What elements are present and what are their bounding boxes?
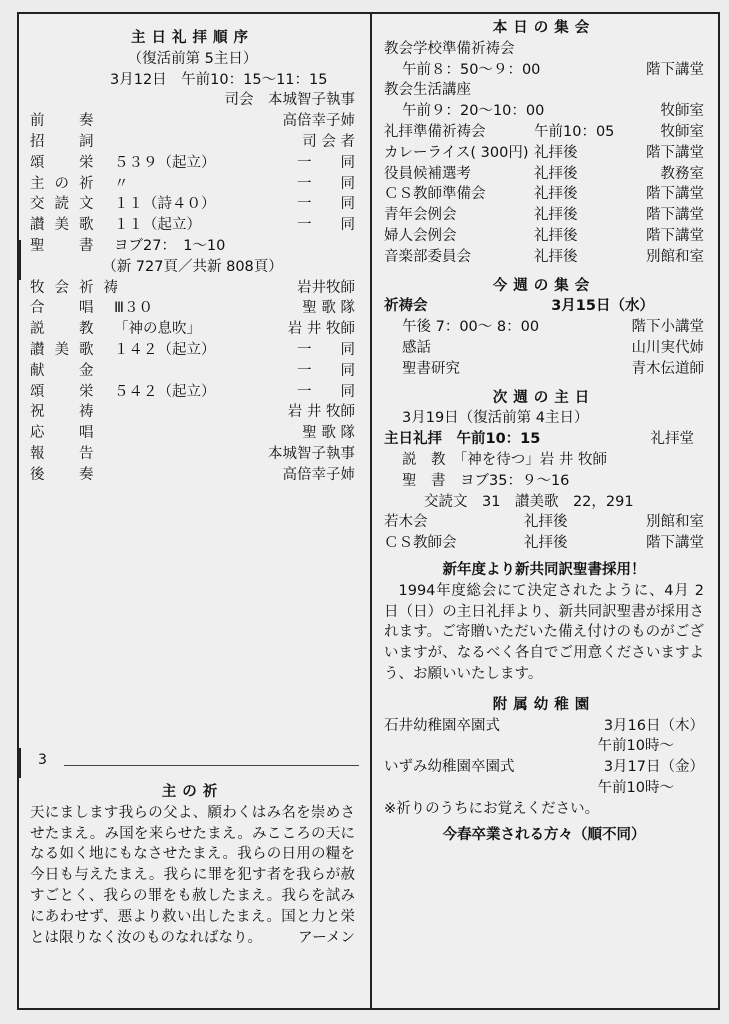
meeting-time: 午前10：05	[534, 123, 615, 140]
week-prayer-label: 祈祷会	[384, 298, 428, 315]
order-list	[30, 111, 355, 257]
kinder-note: ※祈りのうちにお覚えください。	[384, 800, 600, 817]
week-item-person: 青木伝道師	[631, 360, 704, 377]
next-date: 3月19日（復活前第 4主日）	[402, 410, 589, 427]
kinder-list	[384, 716, 704, 799]
worship-order-title: 主日礼拝順序	[131, 30, 254, 46]
order-row	[30, 465, 355, 486]
meeting-row	[384, 226, 704, 247]
week-place: 階下小講堂	[631, 319, 704, 336]
meeting-time: 礼拝後	[534, 227, 578, 244]
week-time-row	[384, 317, 704, 338]
order-item-leader: 岩 井 牧師	[287, 321, 355, 338]
meeting-time-row	[384, 101, 704, 122]
worship-order-section	[30, 28, 355, 486]
week-item	[384, 359, 704, 380]
order-row	[30, 402, 355, 423]
order-item-leader: 高倍幸子姉	[282, 113, 355, 130]
order-item-leader: 一 同	[297, 175, 355, 192]
meeting-time: 礼拝後	[534, 186, 578, 203]
meeting-time: 午前８：50〜９：00	[402, 61, 541, 78]
meeting-name: カレーライス( 300円)	[384, 144, 529, 161]
order-item-detail	[108, 444, 268, 465]
next-service: 主日礼拝 午前10：15	[384, 431, 541, 448]
order-row	[30, 423, 355, 444]
order-item-label: 前 奏	[30, 113, 104, 130]
order-item-label: 主の祈	[30, 175, 104, 192]
order-item-leader: 聖 歌 隊	[302, 300, 355, 317]
kinder-event: 石井幼稚園卒園式	[384, 717, 500, 734]
margin-mark	[19, 748, 21, 778]
order-item-leader: 司 会 者	[302, 133, 355, 150]
order-item-label: 讃美歌	[30, 341, 104, 358]
order-item-detail	[108, 402, 288, 423]
section-rule	[64, 765, 359, 766]
order-item-leader: 高倍幸子姉	[282, 466, 355, 483]
column-divider	[370, 12, 372, 1010]
order-item-leader: 一 同	[297, 196, 355, 213]
meeting-time: 礼拝後	[534, 207, 578, 224]
prayer-title: 主の祈	[161, 784, 224, 800]
meeting-place: 教務室	[660, 165, 704, 182]
order-item-leader: 岩井牧師	[297, 279, 355, 296]
order-item-detail: ヨブ27： 1〜10	[114, 237, 226, 254]
page-number: 3	[38, 752, 47, 768]
meeting-place: 階下講堂	[646, 61, 704, 78]
order-row	[30, 174, 355, 195]
week-time: 午後 7：00〜 8：00	[402, 319, 540, 336]
margin-mark	[19, 240, 21, 280]
order-item-label: 頌 栄	[30, 154, 104, 171]
order-row	[30, 194, 355, 215]
order-item-label: 牧会祈祷	[30, 279, 128, 296]
meeting-time: 午前９：20〜10：00	[402, 103, 545, 120]
order-item-label: 献 金	[30, 362, 104, 379]
meeting-name: 教会生活講座	[384, 82, 471, 99]
order-item-detail: ５４２（起立）	[114, 383, 216, 400]
meeting-place: 階下講堂	[646, 207, 704, 224]
order-item-label: 後 奏	[30, 466, 104, 483]
order-item-label: 招 詞	[30, 133, 104, 150]
order-item-detail: 「神の息吹」	[114, 321, 201, 338]
kinder-event: いずみ幼稚園卒園式	[384, 759, 515, 776]
meeting-place: 牧師室	[660, 103, 704, 120]
meeting-row	[384, 205, 704, 226]
meeting-name: 青年会例会	[384, 207, 457, 224]
order-item-label: 聖 書	[30, 237, 104, 254]
next-meeting-row	[384, 512, 704, 533]
order-item-detail: Ⅲ３０	[114, 300, 153, 317]
order-item-leader: 一 同	[297, 383, 355, 400]
kinder-row	[384, 716, 704, 737]
order-row	[30, 319, 355, 340]
meeting-time: 礼拝後	[524, 535, 568, 552]
meeting-time: 礼拝後	[534, 165, 578, 182]
meeting-place: 牧師室	[660, 123, 704, 140]
today-title: 本日の集会	[492, 20, 596, 36]
order-item-detail	[108, 278, 297, 299]
week-item-label: 感話	[402, 339, 431, 356]
order-item-label: 祝 祷	[30, 404, 104, 421]
meeting-place: 別館和室	[646, 514, 704, 531]
order-row	[30, 153, 355, 174]
week-item	[384, 338, 704, 359]
order-item-leader: 岩 井 牧師	[287, 404, 355, 421]
meeting-place: 階下講堂	[646, 144, 704, 161]
order-item-detail: １１（詩４０）	[114, 196, 216, 213]
next-bible: 聖 書 ヨブ35：９〜16	[402, 472, 570, 489]
bible-note: （新 727頁／共新 808頁）	[102, 258, 283, 275]
meeting-place: 階下講堂	[646, 186, 704, 203]
order-item-label: 讃美歌	[30, 217, 104, 234]
next-reading: 交読文 31 讃美歌 22，291	[424, 493, 634, 510]
kinder-date: 3月17日（金）	[603, 759, 704, 776]
meeting-name: 教会学校準備祈祷会	[384, 40, 515, 57]
order-item-leader: 一 同	[297, 217, 355, 234]
meeting-name: ＣＳ教師準備会	[384, 186, 486, 203]
kinder-time: 午前10時〜	[597, 779, 674, 796]
week-prayer-row	[384, 296, 704, 317]
today-list	[384, 39, 704, 268]
kinder-title: 附属幼稚園	[492, 696, 596, 713]
meeting-time: 礼拝後	[534, 144, 578, 161]
order-row	[30, 132, 355, 153]
order-item-detail	[108, 111, 283, 132]
meeting-row	[384, 184, 704, 205]
order-row	[30, 382, 355, 403]
notice-text: 1994年度総会にて決定されたように、4月 2日（日）の主日礼拝より、新共同訳聖書が採用されます。ご寄贈いただいた備え付けのものがございますが、なるべく各自でご用意くださいますよう、お願いいたします。	[384, 582, 704, 682]
meeting-row	[384, 122, 704, 143]
order-item-leader: 本城智子執事	[268, 445, 355, 462]
order-row	[30, 361, 355, 382]
week-item-person: 山川実代姉	[631, 339, 704, 356]
order-item-leader: 一 同	[297, 341, 355, 358]
order-item-detail	[108, 423, 302, 444]
next-sermon: 説 教 「神を待つ」岩 井 牧師	[402, 451, 607, 468]
meeting-place: 階下講堂	[646, 227, 704, 244]
meeting-place: 別館和室	[646, 248, 704, 265]
meeting-time: 礼拝後	[534, 248, 578, 265]
order-item-detail	[108, 465, 283, 486]
next-service-row	[384, 429, 704, 450]
order-row	[30, 236, 355, 257]
lords-prayer-section	[30, 782, 355, 949]
prayer-text: 天にまします我らの父よ、願わくはみ名を崇めさせたまえ。み国を来らせたまえ。みこころの天になる如く地にもなさせたまえ。我らの日用の糧を今日も与えたまえ。我らに罪を犯す者を我らが赦すごとく、我らの罪をも赦したまえ。我らを試みにあわせず、悪より救い出したまえ。国と力と栄とは限りなく汝のものなればなり。	[30, 804, 355, 946]
order-item-leader: 一 同	[297, 154, 355, 171]
meeting-time: 礼拝後	[524, 514, 568, 531]
order-row	[30, 111, 355, 132]
week-items	[384, 338, 704, 380]
order-item-detail: １１（起立）	[114, 217, 201, 234]
order-list-2	[30, 278, 355, 486]
order-item-detail: 〃	[114, 175, 129, 192]
order-row	[30, 340, 355, 361]
meeting-name: 礼拝準備祈祷会	[384, 123, 486, 140]
kinder-time: 午前10時〜	[597, 738, 674, 755]
order-item-label: 報 告	[30, 445, 104, 462]
order-row	[30, 215, 355, 236]
week-item-label: 聖書研究	[402, 360, 460, 377]
meeting-name: 婦人会例会	[384, 227, 457, 244]
meeting-name: 若木会	[384, 514, 428, 531]
order-item-label: 説 教	[30, 321, 104, 338]
notice-box	[384, 560, 704, 685]
worship-datetime: 3月12日 午前10：15〜11：15	[110, 71, 328, 88]
next-service-place: 礼拝堂	[650, 431, 694, 448]
worship-presider: 司会 本城智子執事	[224, 92, 355, 109]
kinder-date: 3月16日（木）	[603, 717, 704, 734]
order-item-leader: 聖 歌 隊	[302, 425, 355, 442]
notice-title: 新年度より新共同訳聖書採用！	[442, 561, 646, 578]
order-item-label: 頌 栄	[30, 383, 104, 400]
order-row	[30, 278, 355, 299]
order-row	[30, 298, 355, 319]
prayer-amen: アーメン	[298, 930, 355, 947]
order-item-detail: ５３９（起立）	[114, 154, 216, 171]
meeting-name: ＣＳ教師会	[384, 535, 457, 552]
order-item-label: 合 唱	[30, 300, 104, 317]
meeting-row	[384, 143, 704, 164]
order-item-leader: 一 同	[297, 362, 355, 379]
meeting-name: 役員候補選考	[384, 165, 471, 182]
meeting-place: 階下講堂	[646, 535, 704, 552]
announcements-section	[384, 18, 704, 846]
next-title: 次週の主日	[492, 389, 596, 406]
next-rows	[384, 512, 704, 554]
meeting-time-row	[384, 60, 704, 81]
next-meeting-row	[384, 533, 704, 554]
order-row	[30, 444, 355, 465]
order-item-label: 交読文	[30, 196, 104, 213]
meeting-row	[384, 164, 704, 185]
grads-title: 今春卒業される方々（順不同）	[442, 827, 646, 844]
kinder-row	[384, 757, 704, 778]
order-item-detail	[108, 132, 302, 153]
meeting-row	[384, 247, 704, 268]
order-item-detail: １４２（起立）	[114, 341, 216, 358]
meeting-name: 音楽部委員会	[384, 248, 471, 265]
worship-subtitle: （復活前第 5主日）	[127, 50, 258, 67]
order-item-detail	[108, 361, 297, 382]
order-item-label: 応 唱	[30, 425, 104, 442]
week-title: 今週の集会	[492, 277, 596, 294]
week-prayer-date: 3月15日（水）	[551, 298, 654, 315]
